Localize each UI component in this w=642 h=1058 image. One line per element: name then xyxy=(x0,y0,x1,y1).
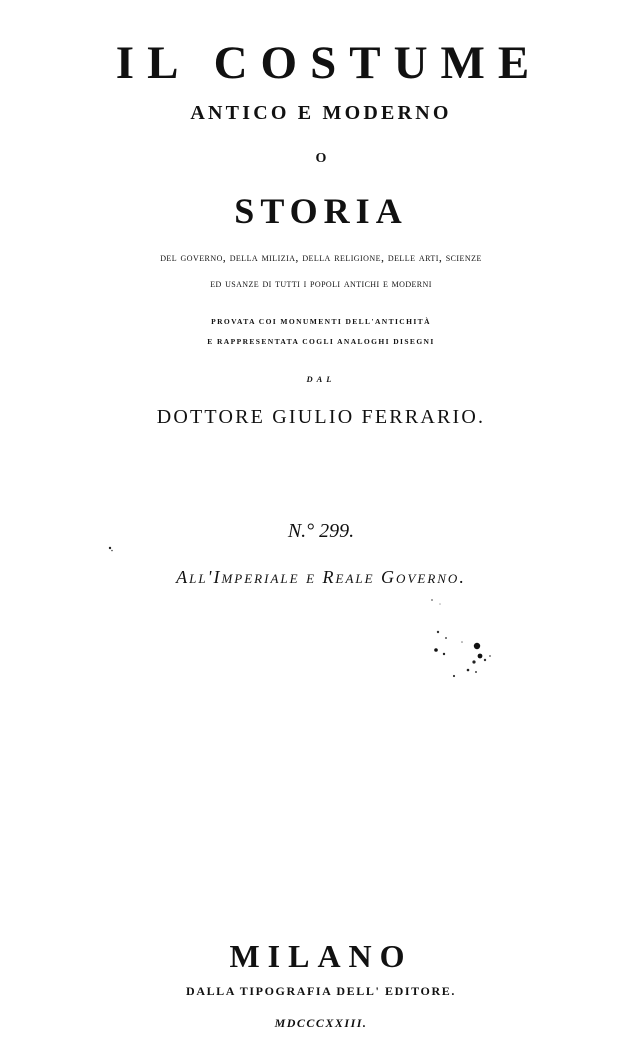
publication-year: MDCCCXXIII. xyxy=(274,1016,368,1030)
description-line-2: ed usanze di tutti i popoli antichi e moderni xyxy=(210,276,432,290)
printer: DALLA TIPOGRAFIA DELL' EDITORE. xyxy=(186,984,456,998)
book-title: IL COSTUME xyxy=(115,37,543,89)
issue-number: N.° 299. xyxy=(287,520,355,542)
dedication: All'Imperiale e Reale Governo. xyxy=(176,567,466,587)
proof-line-1: PROVATA COI MONUMENTI DELL'ANTICHITÀ xyxy=(211,317,431,326)
description-line-1: del governo, della milizia, della religione, delle arti, scienze xyxy=(160,250,482,264)
by-label: DAL xyxy=(306,374,336,384)
conjunction: O xyxy=(315,151,327,166)
author-name: DOTTORE GIULIO FERRARIO. xyxy=(156,406,486,428)
ink-specks xyxy=(420,590,510,690)
book-subtitle: ANTICO E MODERNO xyxy=(190,102,452,124)
heading: STORIA xyxy=(234,191,408,231)
city: MILANO xyxy=(229,938,413,974)
proof-line-2: E RAPPRESENTATA COGLI ANALOGHI DISEGNI xyxy=(207,337,435,346)
ink-speck xyxy=(108,546,114,552)
